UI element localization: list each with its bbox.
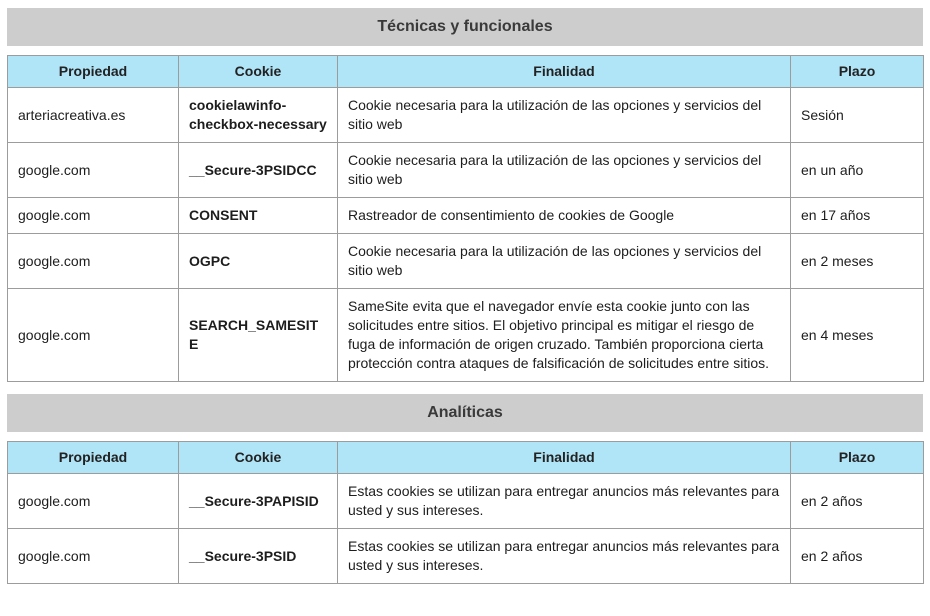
section-tecnicas-y-funcionales <box>7 8 923 382</box>
table-row <box>8 289 924 382</box>
cell-plazo: en 2 años <box>791 474 924 529</box>
section-title-tecnicas: Técnicas y funcionales <box>7 8 923 46</box>
table-row <box>8 198 924 234</box>
column-header-plazo: Plazo <box>791 56 924 88</box>
cookies-table-tecnicas <box>7 55 924 382</box>
cell-finalidad: Estas cookies se utilizan para entregar anuncios más relevantes para usted y sus intereses. <box>338 529 791 584</box>
cell-plazo: en 2 meses <box>791 234 924 289</box>
table-row <box>8 474 924 529</box>
cell-finalidad: Cookie necesaria para la utilización de las opciones y servicios del sitio web <box>338 143 791 198</box>
section-title-analiticas: Analíticas <box>7 394 923 432</box>
table-row <box>8 234 924 289</box>
section-analiticas <box>7 394 923 584</box>
cell-propiedad: google.com <box>8 143 179 198</box>
table-header-row <box>8 56 924 88</box>
cell-cookie-name: __Secure-3PAPISID <box>179 474 338 529</box>
cell-cookie-name: OGPC <box>179 234 338 289</box>
cell-propiedad: arteriacreativa.es <box>8 88 179 143</box>
column-header-propiedad: Propiedad <box>8 442 179 474</box>
column-header-cookie: Cookie <box>179 442 338 474</box>
cell-cookie-name: __Secure-3PSID <box>179 529 338 584</box>
cell-plazo: en 17 años <box>791 198 924 234</box>
column-header-finalidad: Finalidad <box>338 56 791 88</box>
cell-propiedad: google.com <box>8 474 179 529</box>
cell-propiedad: google.com <box>8 198 179 234</box>
column-header-finalidad: Finalidad <box>338 442 791 474</box>
cell-propiedad: google.com <box>8 234 179 289</box>
cell-cookie-name: SEARCH_SAMESITE <box>179 289 338 382</box>
cookies-table-analiticas <box>7 441 924 584</box>
cell-plazo: en un año <box>791 143 924 198</box>
column-header-plazo: Plazo <box>791 442 924 474</box>
cell-finalidad: SameSite evita que el navegador envíe esta cookie junto con las solicitudes entre sitios. El objetivo principal es mitigar el riesgo de fuga de información de origen cruzado. También proporciona cierta protección contra ataques de falsificación de solicitudes entre sitios. <box>338 289 791 382</box>
table-row <box>8 529 924 584</box>
cell-cookie-name: CONSENT <box>179 198 338 234</box>
cell-finalidad: Estas cookies se utilizan para entregar anuncios más relevantes para usted y sus intereses. <box>338 474 791 529</box>
cell-propiedad: google.com <box>8 529 179 584</box>
cell-cookie-name: __Secure-3PSIDCC <box>179 143 338 198</box>
table-row <box>8 143 924 198</box>
cell-propiedad: google.com <box>8 289 179 382</box>
cell-plazo: en 2 años <box>791 529 924 584</box>
cell-plazo: Sesión <box>791 88 924 143</box>
cell-finalidad: Cookie necesaria para la utilización de las opciones y servicios del sitio web <box>338 88 791 143</box>
table-row <box>8 88 924 143</box>
cell-finalidad: Cookie necesaria para la utilización de las opciones y servicios del sitio web <box>338 234 791 289</box>
column-header-propiedad: Propiedad <box>8 56 179 88</box>
cell-finalidad: Rastreador de consentimiento de cookies de Google <box>338 198 791 234</box>
table-header-row <box>8 442 924 474</box>
cell-cookie-name: cookielawinfo-checkbox-necessary <box>179 88 338 143</box>
column-header-cookie: Cookie <box>179 56 338 88</box>
cell-plazo: en 4 meses <box>791 289 924 382</box>
